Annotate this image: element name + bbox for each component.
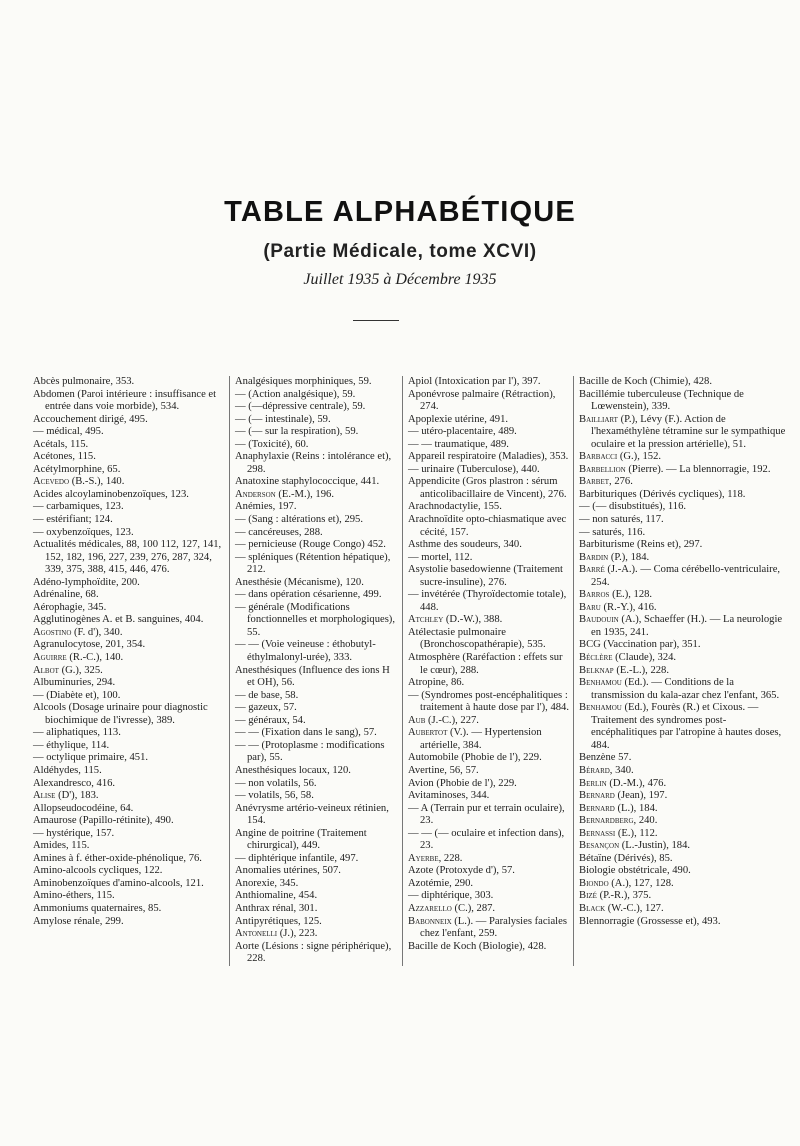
index-entry: Anthiomaline, 454.: [235, 890, 318, 902]
index-entry: Ammoniums quaternaires, 85.: [33, 902, 162, 914]
index-entry: Bétaïne (Dérivés), 85.: [579, 852, 673, 864]
index-entry: Amines à f. éther-oxide-phénolique, 76.: [33, 852, 202, 864]
index-entry: Angine de poitrine (Traitement chirurgical), 449.: [235, 827, 367, 852]
index-entry: — éthylique, 114.: [33, 739, 110, 751]
index-entry: Alise (D'), 183.: [33, 790, 99, 802]
index-entry: Atmosphère (Raréfaction : effets sur le cœur), 288.: [408, 652, 563, 676]
index-entry: — (Sang : altérations et), 295.: [235, 514, 363, 526]
index-entry: — invétérée (Thyroïdectomie totale), 448.: [408, 589, 567, 613]
index-entry: Anderson (E.-M.), 196.: [235, 488, 334, 500]
index-entry: — générale (Modifications fonctionnelles et morphologiques), 55.: [235, 601, 395, 638]
index-entry: Apoplexie utérine, 491.: [408, 413, 509, 425]
index-entry: Anorexie, 345.: [235, 877, 299, 889]
index-entry: Bailliart (P.), Lévy (F.). Action de l'hexaméthylène tétramine sur le sympathique oculaire et la pression artérielle), 51.: [579, 413, 786, 450]
index-entry: — dans opération césarienne, 499.: [235, 589, 382, 601]
index-column-4: [573, 376, 793, 966]
index-entry: Antonelli (J.), 223.: [235, 928, 318, 940]
index-entry: Biologie obstétricale, 490.: [579, 865, 691, 877]
index-entry: Baudouin (A.), Schaeffer (H.). — La neurologie en 1935, 241.: [579, 614, 783, 638]
index-entry: Barbellion (Pierre). — La blennorragie, 192.: [579, 463, 771, 475]
index-entry: Barbacci (G.), 152.: [579, 451, 662, 463]
index-entry: Acétylmorphine, 65.: [33, 463, 121, 475]
index-entry: Bernassi (E.), 112.: [579, 827, 658, 839]
index-entry: Bernard (Jean), 197.: [579, 790, 668, 802]
index-entry: Bacillémie tuberculeuse (Technique de Lœwenstein), 339.: [579, 388, 744, 413]
index-entry: — non volatils, 56.: [235, 777, 317, 789]
index-entry: Berlin (D.-M.), 476.: [579, 777, 667, 789]
index-entry: Allopseudocodéine, 64.: [33, 802, 134, 814]
index-entry: Analgésiques morphiniques, 59.: [235, 376, 372, 387]
page-title: TABLE ALPHABÉTIQUE: [224, 196, 576, 228]
page-subtitle: (Partie Médicale, tome XCVI): [263, 241, 537, 262]
index-entry: Amides, 115.: [33, 840, 90, 852]
index-entry: — diphtérique, 303.: [408, 890, 494, 902]
index-entry: — octylique primaire, 451.: [33, 752, 149, 764]
index-entry: — non saturés, 117.: [579, 514, 664, 526]
index-entry: Bacille de Koch (Biologie), 428.: [408, 940, 547, 952]
index-entry: — volatils, 56, 58.: [235, 790, 314, 802]
index-entry: Anévrysme artério-veineux rétinien, 154.: [235, 802, 389, 827]
index-entry: Aorte (Lésions : signe périphérique), 228.: [235, 940, 392, 965]
index-entry: Anesthésie (Mécanisme), 120.: [235, 576, 364, 588]
index-entry: Blennorragie (Grossesse et), 493.: [579, 915, 721, 927]
index-entry: — hystérique, 157.: [33, 827, 115, 839]
index-entry: — (Diabète et), 100.: [33, 689, 121, 701]
index-entry: — (— sur la respiration), 59.: [235, 426, 359, 438]
index-entry: Barré (J.-A.). — Coma cérébello-ventriculaire, 254.: [579, 564, 781, 588]
index-entry: Acevedo (B.-S.), 140.: [33, 476, 125, 488]
index-entry: — pernicieuse (Rouge Congo) 452.: [235, 539, 386, 551]
index-entry: — (— disubstitués), 116.: [579, 501, 687, 513]
index-entry: — mortel, 112.: [408, 551, 473, 563]
index-entry: Albuminuries, 294.: [33, 677, 116, 689]
index-entry: Black (W.-C.), 127.: [579, 902, 664, 914]
index-entry: — utéro-placentaire, 489.: [408, 426, 517, 438]
index-entry: Acétals, 115.: [33, 438, 89, 450]
index-entry: — — (— oculaire et infection dans), 23.: [408, 827, 565, 852]
index-entry: Benhamou (Ed.). — Conditions de la transmission du kala-azar chez l'enfant, 365.: [579, 677, 780, 701]
index-entry: — aliphatiques, 113.: [33, 727, 121, 739]
index-entry: Avion (Phobie de l'), 229.: [408, 777, 517, 789]
index-entry: Azote (Protoxyde d'), 57.: [408, 865, 515, 877]
index-entry: Arachnoïdite opto-chiasmatique avec cécité, 157.: [408, 514, 567, 538]
index-entry: Appareil respiratoire (Maladies), 353.: [408, 451, 569, 463]
index-entry: Amaurose (Papillo-rétinite), 490.: [33, 815, 174, 827]
index-entry: Barbet, 276.: [579, 476, 633, 488]
index-entry: Agglutinogènes A. et B. sanguines, 404.: [33, 614, 204, 626]
index-entry: — (Toxicité), 60.: [235, 438, 309, 450]
index-entry: Benhamou (Ed.), Fourès (R.) et Cixous. — Traitement des syndromes post-encéphalitiques par l'atropine à hautes doses, 484.: [579, 702, 782, 751]
index-entry: Aponévrose palmaire (Rétraction), 274.: [408, 388, 556, 413]
index-entry: Arachnodactylie, 155.: [408, 501, 502, 513]
index-entry: Agranulocytose, 201, 354.: [33, 639, 146, 651]
index-entry: Atropine, 86.: [408, 677, 465, 689]
index-entry: Apiol (Intoxication par l'), 397.: [408, 376, 541, 387]
index-entry: Anthrax rénal, 301.: [235, 902, 318, 914]
index-entry: — médical, 495.: [33, 426, 104, 438]
index-entry: Ayerbe, 228.: [408, 852, 463, 864]
index-entry: — (Action analgésique), 59.: [235, 388, 356, 400]
index-entry: Amylose rénale, 299.: [33, 915, 124, 927]
index-entry: Adéno-lymphoïdite, 200.: [33, 576, 140, 588]
index-entry: Albot (G.), 325.: [33, 664, 103, 676]
index-entry: Anomalies utérines, 507.: [235, 865, 341, 877]
index-entry: — cancéreuses, 288.: [235, 526, 323, 538]
date-range: Juillet 1935 à Décembre 1935: [303, 271, 497, 288]
index-entry: Alexandresco, 416.: [33, 777, 116, 789]
index-entry: — carbamiques, 123.: [33, 501, 124, 513]
index-entry: Belknap (E.-L.), 228.: [579, 664, 669, 676]
index-entry: Anesthésiques locaux, 120.: [235, 764, 351, 776]
index-entry: Automobile (Phobie de l'), 229.: [408, 752, 542, 764]
index-column-1: [33, 376, 229, 966]
index-entry: — généraux, 54.: [235, 714, 306, 726]
index-entry: Benzène 57.: [579, 752, 632, 764]
index-entry: Anaphylaxie (Reins : intolérance et), 298.: [235, 451, 392, 475]
index-entry: Aguirre (R.-C.), 140.: [33, 652, 124, 664]
index-column-2: [229, 376, 402, 966]
index-column-3: [402, 376, 573, 966]
index-entry: Biondo (A.), 127, 128.: [579, 877, 674, 889]
index-entry: — saturés, 116.: [579, 526, 646, 538]
index-entry: Bernard (L.), 184.: [579, 802, 658, 814]
index-entry: — — (Protoplasme : modifications par), 55.: [235, 739, 385, 764]
index-entry: — gazeux, 57.: [235, 702, 297, 714]
index-entry: Bizé (P.-R.), 375.: [579, 890, 652, 902]
index-entry: Aldéhydes, 115.: [33, 764, 102, 776]
index-entry: BCG (Vaccination par), 351.: [579, 639, 701, 651]
index-entry: Amino-alcools cycliques, 122.: [33, 865, 163, 877]
index-entry: — — (Fixation dans le sang), 57.: [235, 727, 377, 739]
index-entry: Bernardberg, 240.: [579, 815, 658, 827]
index-entry: Azotémie, 290.: [408, 877, 474, 889]
index-entry: Alcools (Dosage urinaire pour diagnostic biochimique de l'ivresse), 389.: [33, 702, 208, 726]
index-entry: Barros (E.), 128.: [579, 589, 653, 601]
index-entry: Asthme des soudeurs, 340.: [408, 539, 522, 551]
index-entry: — diphtérique infantile, 497.: [235, 852, 359, 864]
index-entry: Barbiturisme (Reins et), 297.: [579, 539, 703, 551]
index-entry: Acides alcoylaminobenzoïques, 123.: [33, 488, 189, 500]
index-entry: Barbituriques (Dérivés cycliques), 118.: [579, 488, 746, 500]
index-entry: — (— intestinale), 59.: [235, 413, 331, 425]
index-entry: Anesthésiques (Influence des ions H et OH), 56.: [235, 664, 390, 689]
index-entry: Avitaminoses, 344.: [408, 790, 490, 802]
index-entry: Abcès pulmonaire, 353.: [33, 376, 135, 387]
index-entry: Aubertot (V.). — Hypertension artérielle, 384.: [408, 727, 542, 751]
index-entry: Aub (J.-C.), 227.: [408, 714, 479, 726]
index-entry: — spléniques (Rétention hépatique), 212.: [235, 551, 391, 576]
index-entry: Bérard, 340.: [579, 764, 634, 776]
index-entry: Béclère (Claude), 324.: [579, 652, 677, 664]
index-entry: — — (Voie veineuse : éthobutyl-éthylmalonyl-urée), 333.: [235, 639, 376, 664]
index-entry: Atélectasie pulmonaire (Bronchoscopathérapie), 535.: [408, 626, 546, 651]
index-entry: Actualités médicales, 88, 100 112, 127, 141, 152, 182, 196, 227, 239, 276, 287, 324, 339, 375, 388, 415, 446, 476.: [33, 539, 222, 576]
index-entry: Besançon (L.-Justin), 184.: [579, 840, 691, 852]
index-entry: — estérifiant; 124.: [33, 514, 113, 526]
index-entry: Amino-éthers, 115.: [33, 890, 115, 902]
index-columns: [33, 376, 793, 966]
index-entry: Adrénaline, 68.: [33, 589, 99, 601]
index-entry: — (—dépressive centrale), 59.: [235, 401, 366, 413]
index-entry: Atchley (D.-W.), 388.: [408, 614, 503, 626]
index-entry: Baru (R.-Y.), 416.: [579, 601, 657, 613]
index-entry: Babonneix (L.). — Paralysies faciales chez l'enfant, 259.: [408, 915, 567, 940]
index-entry: Acétones, 115.: [33, 451, 96, 463]
index-entry: Antipyrétiques, 125.: [235, 915, 322, 927]
page-header: [0, 196, 800, 289]
index-entry: Anémies, 197.: [235, 501, 297, 513]
index-entry: — A (Terrain pur et terrain oculaire), 23.: [408, 802, 565, 827]
index-entry: Bardin (P.), 184.: [579, 551, 650, 563]
index-entry: — (Syndromes post-encéphalitiques : traitement à haute dose par l'), 484.: [408, 689, 569, 714]
index-entry: Bacille de Koch (Chimie), 428.: [579, 376, 712, 387]
index-entry: Appendicite (Gros plastron : sérum anticolibacillaire de Vincent), 276.: [408, 476, 567, 500]
index-entry: — oxybenzoïques, 123.: [33, 526, 134, 538]
index-entry: Aérophagie, 345.: [33, 601, 107, 613]
index-entry: Abdomen (Paroi intérieure : insuffisance et entrée dans voie morbide), 534.: [33, 388, 217, 413]
index-entry: — — traumatique, 489.: [408, 438, 509, 450]
index-entry: Accouchement dirigé, 495.: [33, 413, 148, 425]
index-entry: Agostino (F. d'), 340.: [33, 626, 123, 638]
index-entry: Avertine, 56, 57.: [408, 764, 479, 776]
index-entry: Aminobenzoïques d'amino-alcools, 121.: [33, 877, 204, 889]
index-entry: — urinaire (Tuberculose), 440.: [408, 463, 540, 475]
index-entry: — de base, 58.: [235, 689, 299, 701]
index-entry: Anatoxine staphylococcique, 441.: [235, 476, 380, 488]
index-entry: Asystolie basedowienne (Traitement sucre-insuline), 276.: [408, 564, 563, 588]
index-entry: Azzarello (C.), 287.: [408, 902, 496, 914]
title-divider: [353, 320, 399, 321]
